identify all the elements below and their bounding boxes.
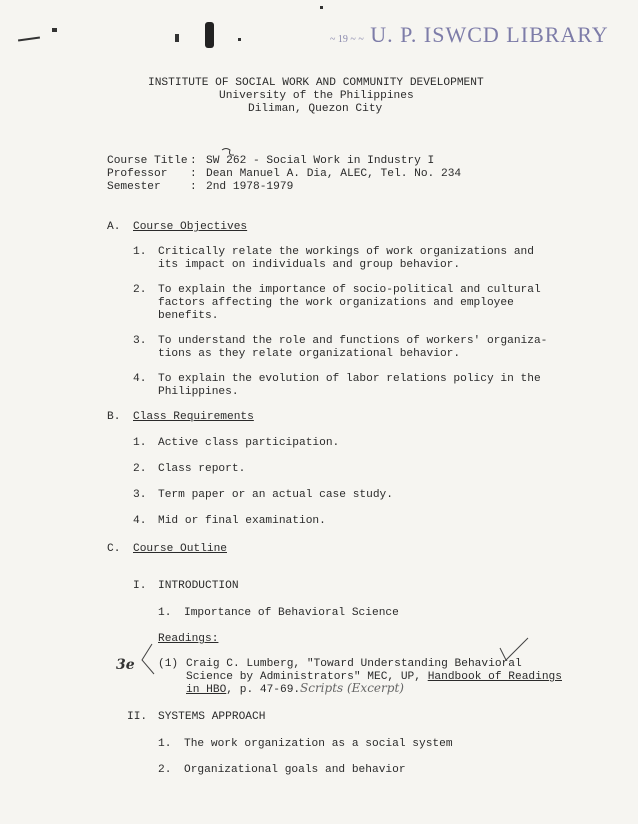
institute-name: INSTITUTE OF SOCIAL WORK AND COMMUNITY DEVELOPMENT [148, 77, 484, 89]
requirement-number: 2. [133, 463, 147, 475]
outline-item-text: Organizational goals and behavior [184, 764, 406, 776]
outline-item-number: 2. [158, 764, 172, 776]
objective-line: To explain the importance of socio-political and cultural [158, 284, 541, 296]
section-b-title: Class Requirements [133, 411, 254, 423]
outline-item-number: 1. [158, 738, 172, 750]
inline-handwritten-note: Scripts (Excerpt) [300, 681, 404, 695]
outline-part-title: INTRODUCTION [158, 580, 239, 592]
objective-line: To understand the role and functions of workers' organiza- [158, 335, 548, 347]
reading-number: (1) [158, 658, 179, 670]
requirement-text: Mid or final examination. [158, 515, 326, 527]
objective-line: its impact on individuals and group behavior. [158, 259, 461, 271]
course-title-label: Course Title [107, 155, 188, 167]
requirement-number: 4. [133, 515, 147, 527]
objective-line: To explain the evolution of labor relations policy in the [158, 373, 541, 385]
university-name: University of the Philippines [219, 90, 414, 102]
professor-label: Professor [107, 168, 168, 180]
reading-line-text: , p. 47-69. [226, 684, 301, 696]
outline-item-text: The work organization as a social system [184, 738, 453, 750]
objective-line: Philippines. [158, 386, 239, 398]
readings-label: Readings: [158, 633, 219, 645]
objective-line: tions as they relate organizational behavior. [158, 348, 461, 360]
reading-line: Craig C. Lumberg, "Toward Understanding Behavioral [186, 658, 522, 670]
section-b-letter: B. [107, 411, 121, 423]
objective-line: factors affecting the work organizations and employee [158, 297, 514, 309]
outline-part-number: II. [127, 711, 148, 723]
objective-number: 1. [133, 246, 147, 258]
objective-number: 3. [133, 335, 147, 347]
requirement-text: Term paper or an actual case study. [158, 489, 393, 501]
requirement-text: Class report. [158, 463, 246, 475]
section-c-title: Course Outline [133, 543, 227, 555]
objective-number: 4. [133, 373, 147, 385]
semester-sep: : [190, 181, 197, 193]
section-a-title: Course Objectives [133, 221, 248, 233]
stamp-prefix: ~ 19 ~ ~ [330, 34, 364, 45]
requirement-number: 1. [133, 437, 147, 449]
check-mark [500, 638, 528, 660]
objective-number: 2. [133, 284, 147, 296]
reading-line-text: Science by Administrators" MEC, UP, [186, 671, 428, 683]
correction-scribble [222, 149, 234, 156]
reading-book-title: Handbook of Readings [427, 671, 562, 683]
professor-value: Dean Manuel A. Dia, ALEC, Tel. No. 234 [206, 168, 462, 180]
course-title-sep: : [190, 155, 197, 167]
margin-check-mark [142, 644, 154, 674]
requirement-number: 3. [133, 489, 147, 501]
reading-book-title: in HBO [186, 684, 227, 696]
semester-value: 2nd 1978-1979 [206, 181, 294, 193]
outline-item-text: Importance of Behavioral Science [184, 607, 399, 619]
semester-label: Semester [107, 181, 161, 193]
section-c-letter: C. [107, 543, 121, 555]
professor-sep: : [190, 168, 197, 180]
objective-line: benefits. [158, 310, 219, 322]
objective-line: Critically relate the workings of work organizations and [158, 246, 534, 258]
section-a-letter: A. [107, 221, 121, 233]
outline-part-title: SYSTEMS APPROACH [158, 711, 266, 723]
outline-part-number: I. [133, 580, 147, 592]
stamp-text: U. P. ISWCD LIBRARY [370, 22, 609, 47]
requirement-text: Active class participation. [158, 437, 340, 449]
course-title-value: SW 262 - Social Work in Industry I [206, 155, 435, 167]
margin-note: 3e [116, 657, 135, 673]
campus-location: Diliman, Quezon City [248, 103, 383, 115]
outline-item-number: 1. [158, 607, 172, 619]
